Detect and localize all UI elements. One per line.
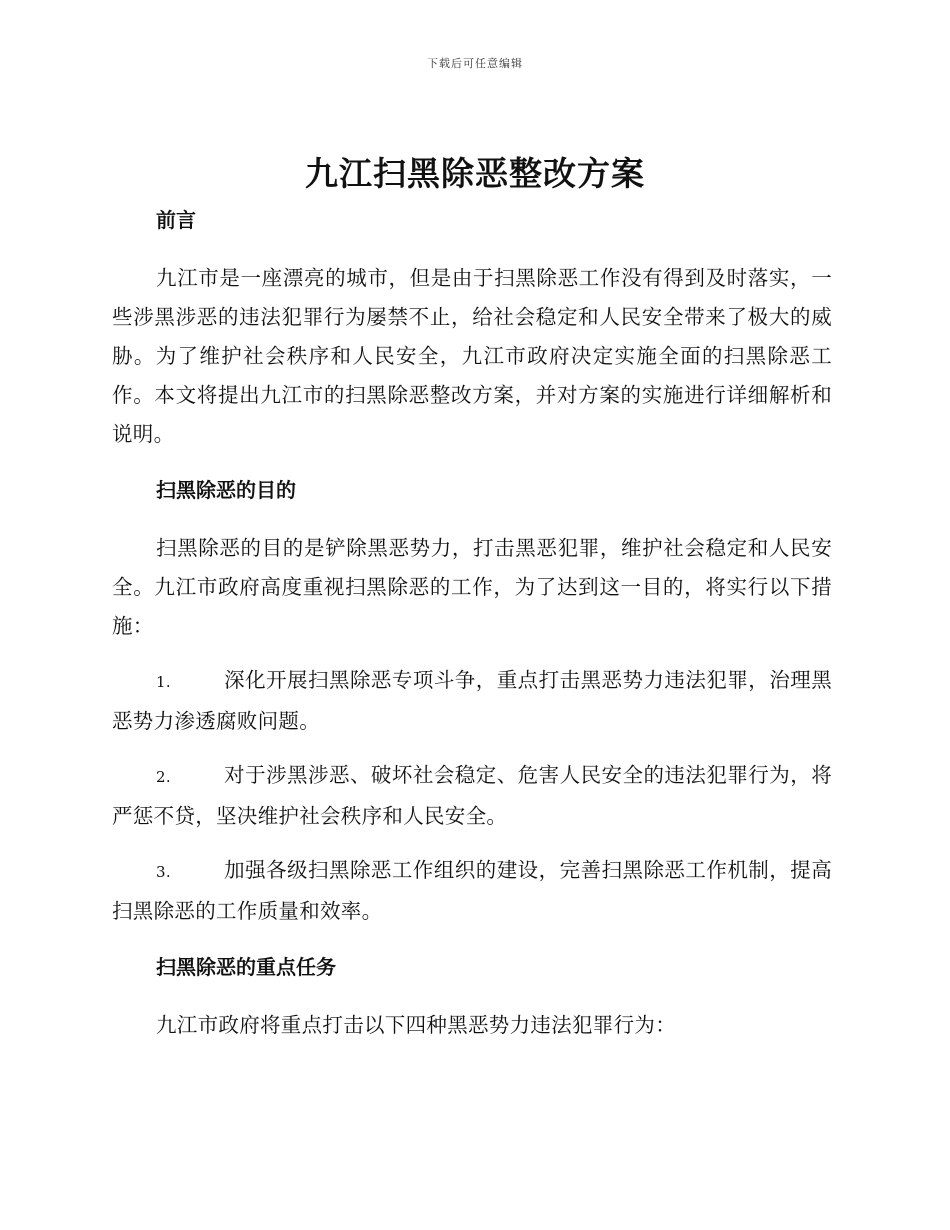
section-paragraph: 九江市政府将重点打击以下四种黑恶势力违法犯罪行为： [156,1013,676,1037]
list-item-text: 对于涉黑涉恶、破坏社会稳定、危害人民安全的违法犯罪行为，将严惩不贷，坚决维护社会秩序和人民安全。 [112,763,832,828]
list-item-text: 加强各级扫黑除恶工作组织的建设，完善扫黑除恶工作机制，提高扫黑除恶的工作质量和效率。 [112,858,832,923]
section-key-tasks [112,952,832,1045]
document-body [112,205,832,1045]
section-paragraph: 扫黑除恶的目的是铲除黑恶势力，打击黑恶犯罪，维护社会稳定和人民安全。九江市政府高度重视扫黑除恶的工作，为了达到这一目的，将实行以下措施： [112,536,832,638]
section-heading: 前言 [156,208,196,232]
list-number: 1. [156,673,171,691]
page-header: 下载后可任意编辑 [427,57,523,70]
list-item [112,756,832,836]
section-preface [112,205,832,454]
list-number: 2. [156,768,171,786]
list-item-text: 深化开展扫黑除恶专项斗争，重点打击黑恶势力违法犯罪，治理黑恶势力渗透腐败问题。 [112,668,832,733]
section-purpose [112,475,832,931]
list-number: 3. [156,863,171,881]
list-item [112,851,832,931]
list-item [112,661,832,741]
section-heading: 扫黑除恶的目的 [156,478,296,502]
section-paragraph: 九江市是一座漂亮的城市，但是由于扫黑除恶工作没有得到及时落实，一些涉黑涉恶的违法犯罪行为屡禁不止，给社会稳定和人民安全带来了极大的威胁。为了维护社会秩序和人民安全，九江市政府决定实施全面的扫黑除恶工作。本文将提出九江市的扫黑除恶整改方案，并对方案的实施进行详细解析和说明。 [112,266,832,446]
document-title: 九江扫黑除恶整改方案 [305,154,645,193]
section-heading: 扫黑除恶的重点任务 [156,955,336,979]
